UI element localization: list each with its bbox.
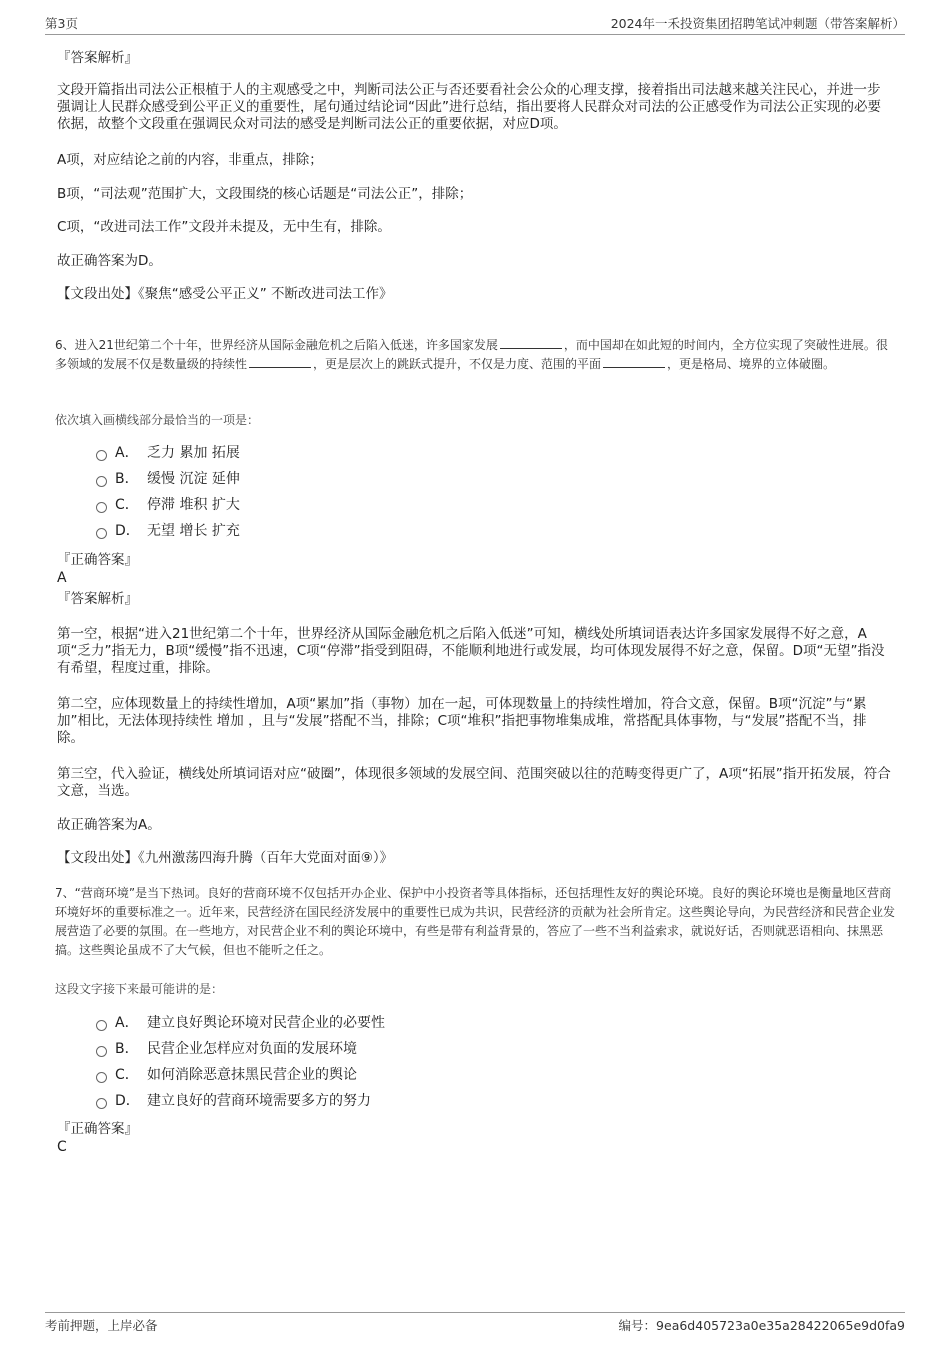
- radio-icon[interactable]: [96, 1020, 107, 1031]
- fill-blank: [249, 355, 311, 368]
- fill-blank: [603, 355, 665, 368]
- radio-icon[interactable]: [96, 1046, 107, 1057]
- analysis-paragraph: 第二空，应体现数量上的持续性增加，A项“累加”指（事物）加在一起，可体现数量上的持续性增加，符合文意，保留。B项“沉淀”与“累加”相比，无法体现持续性 增加 ，且与“发展”搭配不当，排除；C项“堆积”指把事物堆集成堆，常搭配具体事物，与“发展”搭配不当，排除。: [57, 696, 867, 746]
- correct-answer: A: [57, 570, 67, 586]
- radio-icon[interactable]: [96, 528, 107, 539]
- radio-icon[interactable]: [96, 476, 107, 487]
- correct-answer: C: [57, 1139, 67, 1155]
- option-b[interactable]: B． 缓慢 沉淀 延伸: [96, 468, 240, 490]
- source-citation: 【文段出处】《九州激荡四海升腾（百年大党面对面⑨）》: [57, 850, 394, 866]
- document-code: 编号：9ea6d405723a0e35a28422065e9d0fa9: [618, 1318, 905, 1333]
- option-a[interactable]: A． 乏力 累加 拓展: [96, 442, 240, 464]
- analysis-conclusion: 故正确答案为A。: [57, 817, 161, 833]
- option-a[interactable]: A． 建立良好舆论环境对民营企业的必要性: [96, 1012, 385, 1034]
- fill-blank: [500, 336, 562, 349]
- answer-tag: 『正确答案』: [57, 1121, 138, 1137]
- radio-icon[interactable]: [96, 450, 107, 461]
- option-d[interactable]: D． 建立良好的营商环境需要多方的努力: [96, 1090, 371, 1112]
- analysis-paragraph: 文段开篇指出司法公正根植于人的主观感受之中，判断司法公正与否还要看社会公众的心理支撑，接着指出司法越来越关注民心，并进一步强调让人民群众感受到公平正义的重要性，尾句通过结论词“因此”进行总结，指出要将人民群众对司法的公正感受作为司法公正实现的必要依据，故整个文段重在强调民众对司法的感受是判断司法公正的重要依据，对应D项。: [57, 82, 881, 132]
- page-footer: [45, 1312, 905, 1335]
- radio-icon[interactable]: [96, 1098, 107, 1109]
- option-d[interactable]: D． 无望 增长 扩充: [96, 520, 240, 542]
- page-header: [45, 14, 905, 35]
- option-c[interactable]: C． 停滞 堆积 扩大: [96, 494, 240, 516]
- question-6-stem: 6、进入21世纪第二个十年，世界经济从国际金融危机之后陷入低迷，许多国家发展 ，而中国却在如此短的时间内，全方位实现了突破性进展。很多领域的发展不仅是数量级的持续性 ，更是层次上的跳跃式提升，不仅是力度、范围的平面 ，更是格局、境界的立体破圈。: [55, 338, 888, 371]
- question-7-prompt: 这段文字接下来最可能讲的是：: [55, 982, 224, 996]
- analysis-paragraph: 第三空，代入验证，横线处所填词语对应“破圈”，体现很多领域的发展空间、范围突破以往的范畴变得更广了，A项“拓展”指开拓发展，符合文意，当选。: [57, 766, 891, 799]
- analysis-conclusion: 故正确答案为D。: [57, 253, 162, 269]
- document-title: 2024年一禾投资集团招聘笔试冲刺题（带答案解析）: [610, 16, 905, 31]
- analysis-paragraph: 第一空，根据“进入21世纪第二个十年，世界经济从国际金融危机之后陷入低迷”可知，横线处所填词语表达许多国家发展得不好之意，A项“乏力”指无力，B项“缓慢”指不迅速，C项“停滞”指受到阻碍，不能顺利地进行或发展，均可体现发展得不好之意，保留。D项“无望”指没有希望，程度过重，排除。: [57, 626, 885, 676]
- radio-icon[interactable]: [96, 1072, 107, 1083]
- analysis-tag: 『答案解析』: [57, 591, 138, 607]
- radio-icon[interactable]: [96, 502, 107, 513]
- option-c[interactable]: C． 如何消除恶意抹黑民营企业的舆论: [96, 1064, 357, 1086]
- option-b[interactable]: B． 民营企业怎样应对负面的发展环境: [96, 1038, 357, 1060]
- source-citation: 【文段出处】《聚焦“感受公平正义” 不断改进司法工作》: [57, 286, 393, 302]
- analysis-tag: 『答案解析』: [57, 50, 138, 66]
- analysis-paragraph: C项，“改进司法工作”文段并未提及，无中生有，排除。: [57, 219, 391, 235]
- question-6-prompt: 依次填入画横线部分最恰当的一项是：: [55, 413, 260, 427]
- footer-slogan: 考前押题，上岸必备: [45, 1318, 158, 1333]
- answer-tag: 『正确答案』: [57, 552, 138, 568]
- page-number: 第3页: [45, 16, 78, 31]
- analysis-paragraph: A项，对应结论之前的内容，非重点，排除；: [57, 152, 323, 168]
- analysis-paragraph: B项，“司法观”范围扩大，文段围绕的核心话题是“司法公正”，排除；: [57, 186, 473, 202]
- question-7-stem: 7、“营商环境”是当下热词。良好的营商环境不仅包括开办企业、保护中小投资者等具体指标，还包括理性友好的舆论环境。良好的舆论环境也是衡量地区营商环境好坏的重要标准之一。近年来，民营经济在国民经济发展中的重要性已成为共识，民营经济的贡献为社会所肯定。这些舆论导向，为民营经济和民营企业发展营造了必要的氛围。在一些地方，对民营企业不利的舆论环境中，有些是带有利益背景的，答应了一些不当利益索求，就说好话，否则就恶语相向、抹黑恶搞。这些舆论虽成不了大气候，但也不能听之任之。: [55, 886, 896, 957]
